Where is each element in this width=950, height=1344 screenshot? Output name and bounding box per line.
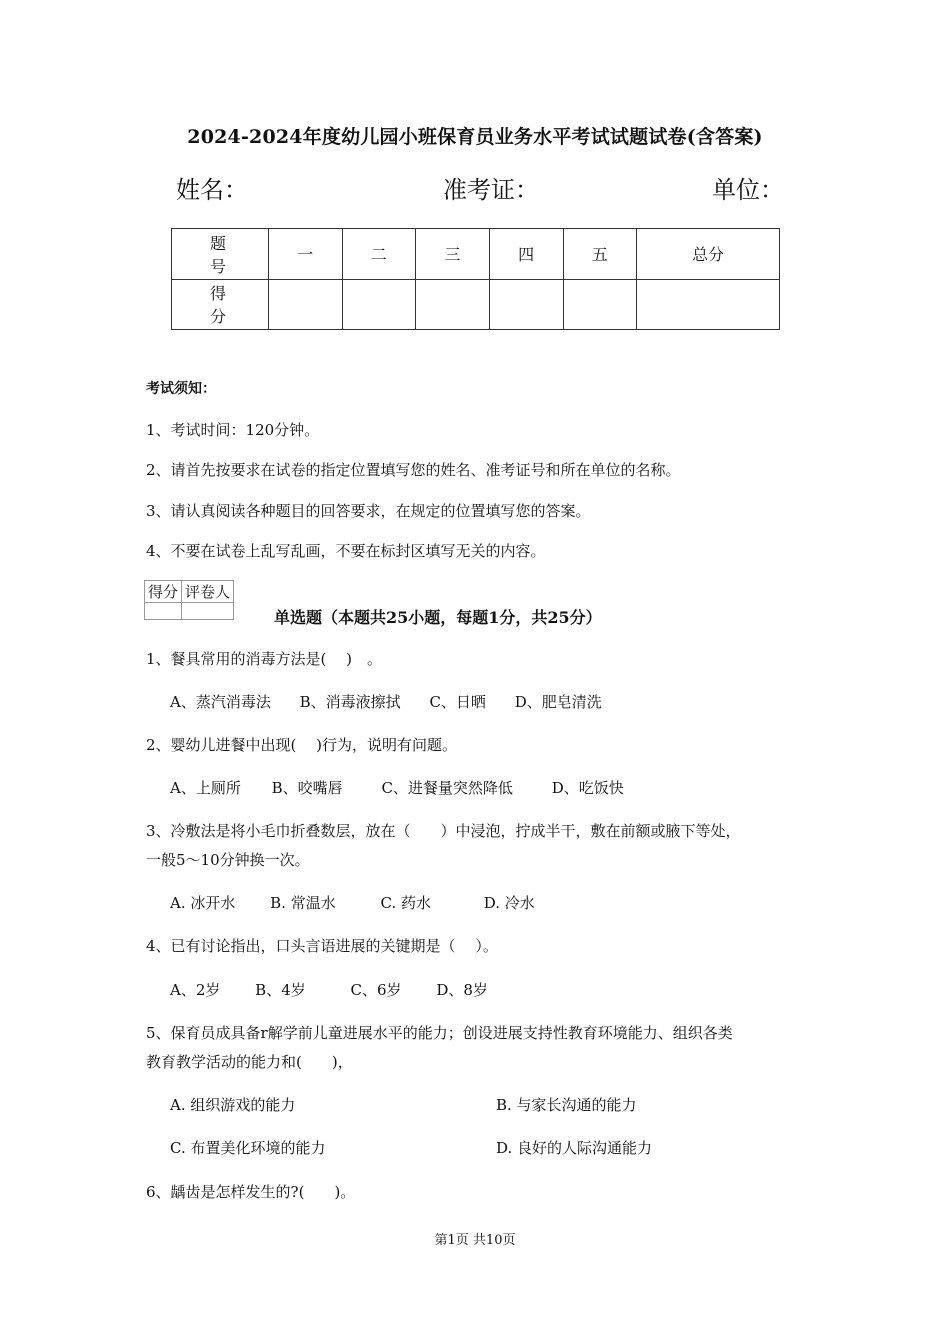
exam-title: 2024-2024年度幼儿园小班保育员业务水平考试试题试卷(含答案) (187, 126, 763, 148)
option-a[interactable]: A、2岁 (170, 981, 221, 999)
option-a[interactable]: A. 组织游戏的能力 (170, 1096, 296, 1114)
total-score-cell[interactable] (637, 279, 780, 330)
question-2-text: 2、婴幼儿进餐中出现( )行为，说明有问题。 (146, 736, 458, 754)
question-3-text-line1: 3、冷敷法是将小毛巾折叠数层，放在（ ）中浸泡，拧成半干，敷在前额或腋下等处， (146, 822, 741, 840)
notice-item: 4、不要在试卷上乱写乱画，不要在标封区填写无关的内容。 (146, 542, 546, 560)
exam-id-field-label: 准考证： (443, 176, 539, 204)
option-a[interactable]: A、蒸汽消毒法 (170, 693, 271, 711)
notice-item: 3、请认真阅读各种题目的回答要求，在规定的位置填写您的答案。 (146, 502, 591, 520)
section-2-header: 二 (342, 229, 416, 280)
option-c[interactable]: C. 药水 (380, 894, 431, 912)
option-c[interactable]: C. 布置美化环境的能力 (170, 1139, 326, 1157)
grader-box (144, 580, 234, 620)
grader-reviewer-label: 评卷人 (182, 581, 234, 603)
score-row-label: 得 分 (172, 279, 269, 330)
question-2-options (170, 777, 624, 798)
question-3-text-line2: 一般5～10分钟换一次。 (146, 851, 310, 869)
grader-score-label: 得分 (145, 581, 182, 603)
section-1-header: 一 (269, 229, 343, 280)
option-b[interactable]: B、消毒液擦拭 (299, 693, 401, 711)
score-cell[interactable] (489, 279, 563, 330)
grader-reviewer-cell[interactable] (182, 603, 234, 620)
section-5-header: 五 (563, 229, 637, 280)
option-b[interactable]: B、咬嘴唇 (271, 779, 343, 797)
notice-heading: 考试须知： (146, 381, 216, 397)
section-heading: 单选题（本题共25小题，每题1分，共25分） (274, 608, 602, 627)
question-3-options (170, 892, 535, 913)
notice-item: 1、考试时间：120分钟。 (146, 421, 320, 439)
option-d[interactable]: D、吃饭快 (551, 779, 624, 797)
grader-score-cell[interactable] (145, 603, 182, 620)
unit-field-label: 单位： (712, 176, 784, 204)
section-3-header: 三 (416, 229, 490, 280)
score-table (171, 228, 780, 330)
option-b[interactable]: B. 与家长沟通的能力 (496, 1096, 637, 1114)
option-c[interactable]: C、6岁 (350, 981, 402, 999)
option-c[interactable]: C、进餐量突然降低 (381, 779, 513, 797)
question-4-options (170, 979, 488, 1000)
option-d[interactable]: D. 良好的人际沟通能力 (496, 1139, 653, 1157)
score-cell[interactable] (563, 279, 637, 330)
question-4-text: 4、已有讨论指出，口头言语进展的关键期是（ ）。 (146, 937, 498, 955)
question-1-options (170, 691, 602, 712)
option-c[interactable]: C、日晒 (429, 693, 486, 711)
score-cell[interactable] (342, 279, 416, 330)
name-field-label: 姓名： (176, 176, 248, 204)
total-header: 总分 (637, 229, 780, 280)
option-b[interactable]: B、4岁 (255, 981, 306, 999)
question-1-text: 1、餐具常用的消毒方法是( ) 。 (146, 650, 383, 668)
score-table-header-row (172, 229, 780, 280)
notice-item: 2、请首先按要求在试卷的指定位置填写您的姓名、准考证号和所在单位的名称。 (146, 461, 681, 479)
score-cell[interactable] (269, 279, 343, 330)
option-d[interactable]: D、肥皂清洗 (514, 693, 602, 711)
score-cell[interactable] (416, 279, 490, 330)
option-d[interactable]: D. 冷水 (483, 894, 535, 912)
option-b[interactable]: B. 常温水 (270, 894, 336, 912)
option-d[interactable]: D、8岁 (436, 981, 488, 999)
score-table-score-row (172, 279, 780, 330)
question-5-text-line1: 5、保育员成具备r解学前儿童进展水平的能力；创设进展支持性教育环境能力、组织各类 (146, 1024, 733, 1042)
option-a[interactable]: A、上厕所 (170, 779, 241, 797)
section-4-header: 四 (489, 229, 563, 280)
question-number-header: 题 号 (172, 229, 269, 280)
question-6-text: 6、龋齿是怎样发生的?( )。 (146, 1183, 356, 1201)
page-footer: 第1页 共10页 (434, 1233, 516, 1248)
option-a[interactable]: A. 冰开水 (170, 894, 236, 912)
question-5-text-line2: 教育教学活动的能力和( )， (146, 1053, 353, 1071)
